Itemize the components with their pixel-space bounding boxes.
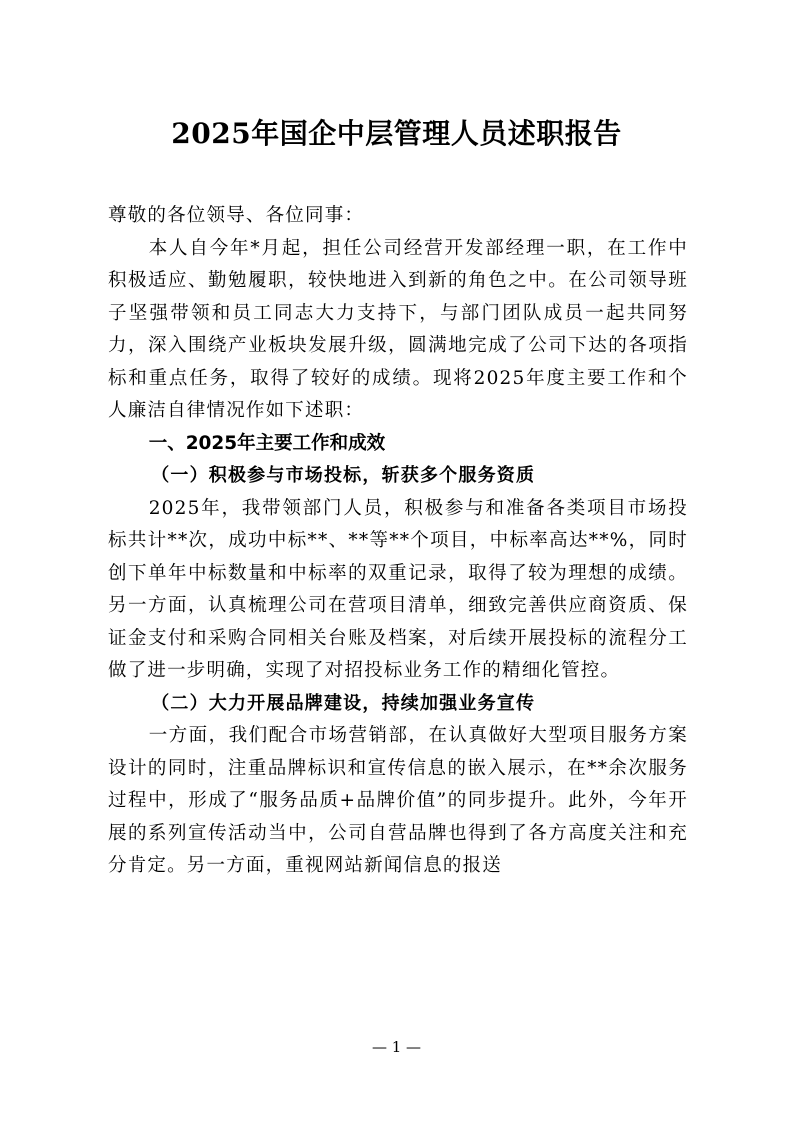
greeting: 尊敬的各位领导、各位同事： — [108, 205, 365, 226]
subsection-heading-1: （一）积极参与市场投标，斩获多个服务资质 — [151, 465, 536, 486]
section-heading: 一、2025年主要工作和成效 — [148, 432, 386, 454]
subsection-heading-2: （二）大力开展品牌建设，持续加强业务宣传 — [151, 692, 536, 714]
document-title: 2025年国企中层管理人员述职报告 — [171, 117, 622, 150]
page-number: — 1 — — [371, 1038, 422, 1056]
intro-paragraph: 本人自今年*月起，担任公司经营开发部经理一职，在工作中积极适应、勤勉履职，较快地进入到新的角色之中。在公司领导班子坚强带领和员工同志大力支持下，与部门团队成员一起共同努力，深入围绕产业板块发展升级，圆满地完成了公司下达的各项指标和重点任务，取得了较好的成绩。现将2025年度主要工作和个人廉洁自律情况作如下述职： — [108, 237, 688, 421]
subsection-paragraph-2: 一方面，我们配合市场营销部，在认真做好大型项目服务方案设计的同时，注重品牌标识和宣传信息的嵌入展示，在**余次服务过程中，形成了“服务品质+品牌价值”的同步提升。此外，今年开展的系列宣传活动当中，公司自营品牌也得到了各方高度关注和充分肯定。另一方面，重视网站新闻信息的报送 — [108, 725, 688, 876]
document-body — [108, 200, 688, 883]
subsection-paragraph-1: 2025年，我带领部门人员，积极参与和准备各类项目市场投标共计**次，成功中标**、**等**个项目，中标率高达**%，同时创下单年中标数量和中标率的双重记录，取得了较为理想的成绩。另一方面，认真梳理公司在营项目清单，细致完善供应商资质、保证金支付和采购合同相关台账及档案，对后续开展投标的流程分工做了进一步明确，实现了对招投标业务工作的精细化管控。 — [108, 497, 688, 681]
